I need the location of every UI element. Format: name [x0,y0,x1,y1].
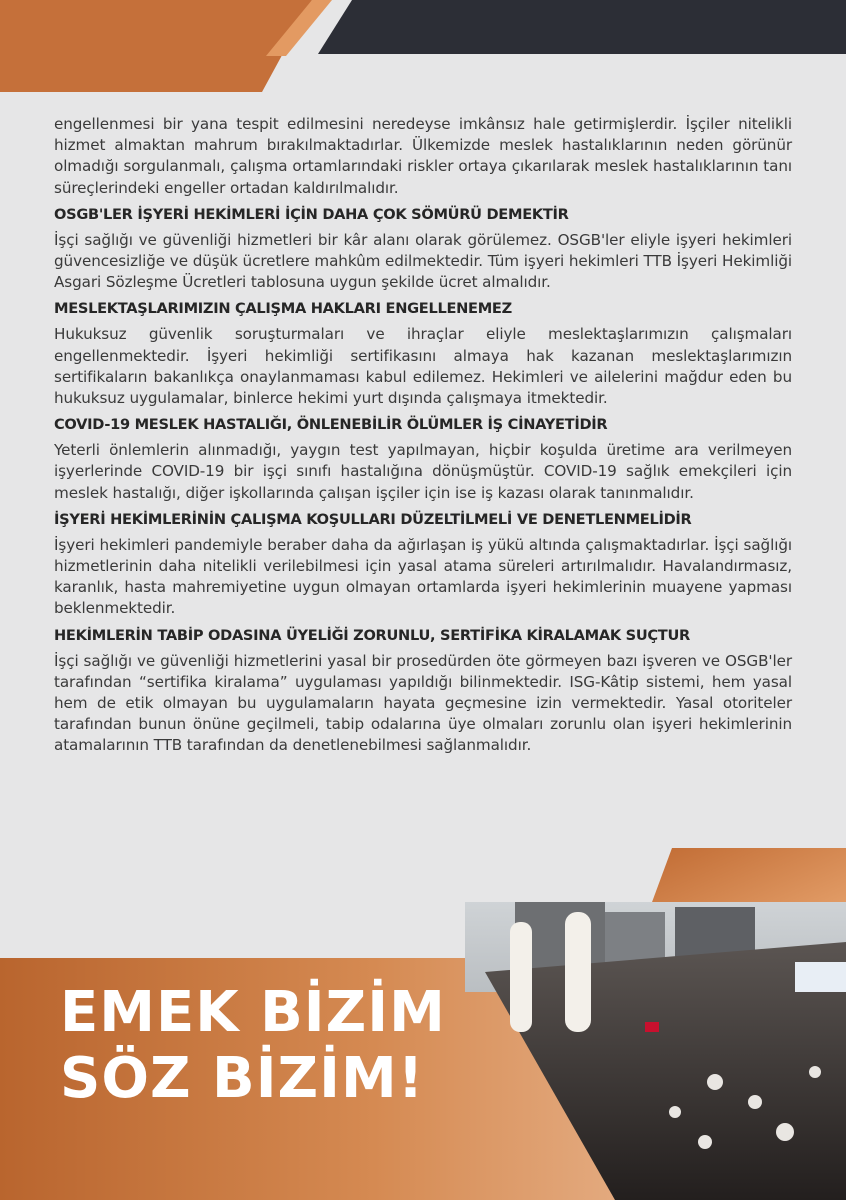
section-0-text: engellenmesi bir yana tespit edilmesini neredeyse imkânsız hale getirmişlerdir. İşçiler nitelikli hizmet almaktan mahrum bırakılmaktadırlar. Ülkemizde meslek hastalıklarının neden görünür olmadığı sorgulanmalı, çalışma ortamlarındaki riskler ortaya çıkarılarak meslek hastalıklarının tanı süreçlerindeki engeller ortadan kaldırılmalıdır. [54,115,792,197]
section-2-heading: MESLEKTAŞLARIMIZIN ÇALIŞMA HAKLARI ENGELLENEMEZ [54,300,512,318]
section-3-heading: COVID-19 MESLEK HASTALIĞI, ÖNLENEBİLİR ÖLÜMLER İŞ CİNAYETİDİR [54,416,608,434]
section-5-heading: HEKİMLERİN TABİP ODASINA ÜYELİĞİ ZORUNLU, SERTİFİKA KİRALAMAK SUÇTUR [54,626,690,644]
protest-crowd-photo [465,902,846,1200]
top-decor-band [0,0,846,100]
orange-stripe [0,0,312,92]
section-1-heading: OSGB'LER İŞYERİ HEKİMLERİ İÇİN DAHA ÇOK SÖMÜRÜ DEMEKTİR [54,205,569,223]
section-4-text: İşyeri hekimleri pandemiyle beraber daha da ağırlaşan iş yükü altında çalışmaktadırlar. İşçi sağlığı hizmetlerinin daha nitelikli verilebilmesi için yasal atama süreleri artırılmalıdır. Havalandırmasız, karanlık, hasta mahremiyetine uygun olmayan ortamlarda işyeri hekimlerinin muayene yapması beklenmektedir. [54,535,792,618]
slogan [60,980,480,1112]
section-2-text: Hukuksuz güvenlik soruşturmaları ve ihraçlar eliyle meslektaşlarımızın çalışmaları engellenmektedir. İşyeri hekimliği sertifikasını almaya hak kazanan meslektaşlarımızın sertifikaların bakanlıkça onaylanmaması kabul edilemez. Hekimleri ve ailelerini mağdur eden bu hukuksuz uygulamalar, binlerce hekimi yurt dışında çalışmaya itmektedir. [54,325,792,408]
section-4-heading: İŞYERİ HEKİMLERİNİN ÇALIŞMA KOŞULLARI DÜZELTİLMELİ VE DENETLENMELİDİR [54,510,692,528]
slogan-line-1: EMEK BİZİM [60,980,446,1045]
section-1-text: İşçi sağlığı ve güvenliği hizmetleri bir kâr alanı olarak görülemez. OSGB'ler eliyle işyeri hekimleri güvencesizliğe ve düşük ücretlere mahkûm edilmektedir. Tüm işyeri hekimleri TTB İşyeri Hekimliği Asgari Sözleşme Ücretleri tablosuna uygun şekilde ücret almalıdır. [54,230,792,292]
dark-stripe [318,0,846,54]
section-5-text: İşçi sağlığı ve güvenliği hizmetlerini yasal bir prosedürden öte görmeyen bazı işveren ve OSGB'ler tarafından “sertifika kiralama” uygulaması yapıldığı bilinmektedir. ISG-Kâtip sistemi, hem yasal hem de etik olmayan bu uygulamaların hayata geçmesine izin vermektedir. Yasal otoriteler tarafından bunun önüne geçilmeli, tabip odalarına üye olmaları zorunlu olan işyeri hekimlerinin atamalarının TTB tarafından da denetlenebilmesi sağlanmalıdır. [54,651,792,755]
section-3-text: Yeterli önlemlerin alınmadığı, yaygın test yapılmayan, hiçbir koşulda üretime ara verilmeyen işyerlerinde COVID-19 bir işçi sınıfı hastalığına dönüşmüştür. COVID-19 sağlık emekçileri için meslek hastalığı, diğer işkollarında çalışan işçiler için ise iş kazası olarak tanınmalıdır. [54,441,792,502]
article-body [54,114,792,757]
slogan-line-2: SÖZ BİZİM! [60,1046,425,1111]
crowd-illustration [465,902,846,1200]
